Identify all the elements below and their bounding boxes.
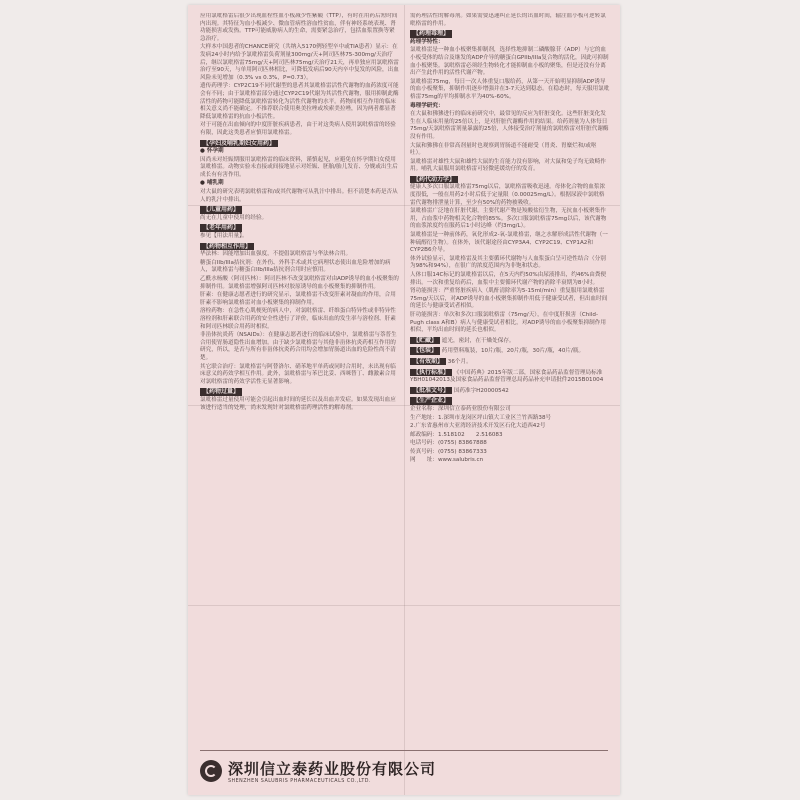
subheader-pregnancy: ● 怀孕期 [200,148,224,155]
paragraph: 氯吡格雷过量使用可能会引起出血时间的延长以及出血并发症。如果发现出血应该进行适当的处理，尚未发现针对氯吡格雷药理活性的解毒剂。 [200,396,396,411]
paragraph: 溶栓药物：在急性心肌梗死的病人中，对氯吡格雷、纤维蛋白特异性或非特异性溶栓剂和肝素联合用药的安全性进行了评价，临床出血的发生率与溶栓剂、肝素和阿司匹林联合用药时相似。 [200,308,396,330]
manufacturer-address-line [410,415,610,423]
subheader-lactation: ● 哺乳期 [200,180,224,187]
paragraph: 非甾体抗炎药（NSAIDs）：在健康志愿者进行的临床试验中，氯吡格雷与萘普生合用使胃肠道隐性出血增加。由于缺少氯吡格雷与其他非甾体抗炎药相互作用的研究，所以，是否与所有非甾体抗炎药合用均会增加胃肠道出血的危险性尚不清楚。 [200,332,397,361]
section-header-validity: 【有效期】 [410,358,446,366]
subheader-toxicology: 毒理学研究： [410,102,444,109]
fold-line-vertical [404,5,405,795]
section-header-elderly: 【老年用药】 [200,224,242,232]
storage-line [410,336,610,346]
paragraph: 对大鼠的研究表明氯吡格雷和/或其代谢物可从乳汁中排出。但不清楚本药是否从人的乳汁中排出。 [200,189,398,203]
package-text: 药用塑料瓶装，10片/瓶，20片/瓶，30片/瓶，40片/瓶。 [441,348,585,355]
section-header-pregnancy: 【孕妇及哺乳期妇女用药】 [200,140,278,148]
postcode-line [410,432,610,440]
paragraph: 在大鼠和狒狒进行的临床前研究中，最常见的反应为肝脏变化。这些肝脏变化发生在人临床用量的25倍以上，是对肝脏代谢酶作用的结果。给药剂量为人体每日75mg/天氯吡格雷剂量暴露的25倍，人体接受治疗剂量的氯吡格雷对肝脏代谢酶没有作用。 [410,111,609,140]
package-insert-sheet [188,5,620,795]
approval-line [410,386,610,396]
section-header-storage: 【贮藏】 [410,337,440,345]
field-label: 网 址： [410,457,438,464]
section-header-package: 【包装】 [410,347,440,355]
manufacturer-name-line [410,406,610,414]
paragraph: 氯吡格雷对雄性大鼠和雄性大鼠的生育能力没有影响，对大鼠和兔子均无致畸作用。哺乳大鼠服用氯吡格雷可轻微延缓幼仔的发育。 [410,158,606,173]
manufacturer-address-2: 2.广东省惠州市大亚湾经济技术开发区石化大道西42号 [410,423,546,430]
validity-text: 36个月。 [447,358,472,365]
validity-line [410,357,610,367]
paragraph: 应用氯吡格雷后很少出现血栓性血小板减少性紫癜（TTP），有时在用药后短时间内出现。其特征为血小板减少、微血管病性溶血性贫血，伴有神经系统表现、肾功能损害或发热。TTP可能威胁病人的生命，需要紧急治疗，包括血浆置换等紧急治疗。 [200,13,398,42]
storage-text: 遮光，密封，在干燥处保存。 [441,337,515,344]
fax: (0755) 83867333 [437,448,487,455]
postcode: 1.518102 2.516083 [437,431,503,438]
field-label: 邮政编码： [410,431,438,438]
section-header-toxicology: 【药理毒理】 [410,30,452,38]
paragraph: 大鼠和狒狒在非常高剂量时也观察到胃肠道不能耐受（胃炎、胃糜烂和/或呕吐）。 [410,142,597,157]
paragraph: 华法林：因能增加出血强度，不提倡氯吡格雷与华法林合用。 [200,251,352,258]
company-name-cn: 深圳信立泰药业股份有限公司 [228,760,437,778]
manufacturer-name: 深圳信立泰药业股份有限公司 [437,405,511,412]
paragraph: 氯吡格雷是一种前体药，氧化形成2-氧-氯吡格雷，继之水解形成活性代谢物（一种硫醇衍生物）。在体外，该代谢途径由CYP3A4、CYP2C19、CYP1A2和CYP2B6介导。 [410,232,608,254]
phone-line [410,440,610,448]
paragraph: 健康人多次口服氯吡格雷75mg以后，氯吡格雷吸收迅速。母体化合物的血浆浓度很低，一般在用药2小时后低于定量限（0.00025mg/L）。根据尿液中氯吡格雷代谢物排泄量计算，至少有50%的药物被吸收。 [410,184,606,206]
paragraph: 肝素：在健康志愿者进行的研究显示，氯吡格雷不改变肝素对凝血的作用，合用肝素不影响氯吡格雷对血小板聚集的抑制作用。 [200,292,396,306]
paragraph: 需药理活性的解毒剂。如果需要迅速纠正延长的出血时间，输注血小板可逆转氯吡格雷的作用。 [410,13,606,27]
company-footer [200,750,608,791]
approval-text: 国药准字H20000542 [453,387,509,394]
website-line [410,457,610,465]
standard-text: 《中国药典》2015年版二部，国家食品药品监督管理局标准YBH01042013及国家食品药品监督管理总局药品补充申请批件2015B01004 [410,369,604,384]
subheader-pharmacology: 药理学特性： [410,38,444,45]
right-column [410,13,610,749]
field-label: 企业名称： [410,405,438,412]
standard-line [410,368,610,385]
paragraph: 因尚未对妊娠期服用氯吡格雷的临床资料，谨慎起见，应避免在怀孕期妇女使用氯吡格雷。动物实验未直接或间接地显示对妊娠、胚胎/胎儿发育、分娩或出生后成长有有害作用。 [200,156,398,178]
section-header-interaction: 【药物相互作用】 [200,243,254,251]
paragraph: 氯吡格雷广泛地在肝脏代谢，主要代谢产物是羧酸盐衍生物，无抗血小板聚集作用，占血浆中药物相关化合物的85%。多次口服氯吡格雷75mg以后，该代谢物的血浆浓度约在服药后1小时达峰（约3mg/L）。 [410,208,607,230]
paragraph: 对于可能在出血倾向的中度肝脏疾病患者，由于对这类病人使用氯吡格雷的经验有限，因此这类患者应慎用氯吡格雷。 [200,122,396,136]
paragraph: 氯吡格雷是一种血小板聚集抑制剂，选择性地抑制二磷酸腺苷（ADP）与它的血小板受体的结合及继发的ADP介导的糖蛋白GPIIb/IIIa复合物的活化，因此可抑制血小板聚集。氯吡格雷必须经生物转化才能抑制血小板的聚集，但是还没有分离出产生此作用的活性代谢产物。 [410,47,609,77]
left-column [200,13,400,749]
field-label: 传真号码： [410,448,438,455]
fax-line [410,449,610,457]
company-name-block [228,758,436,784]
company-name-en: SHENZHEN SALUBRIS PHARMACEUTICALS CO.,LTD. [228,779,371,784]
manufacturer-address-1: 1.深圳市龙岗区坪山镇大工业区兰竹西路38号 [437,414,552,421]
phone: (0755) 83867888 [437,440,487,447]
section-header-standard: 【执行标准】 [410,369,452,377]
package-line [410,346,610,356]
paragraph: 体外试验显示，氯吡格雷及其主要循环代谢物与人血浆蛋白呈可逆性结合（分别为98%和94%），在很广的浓度范围内为非饱和状态。 [410,255,606,270]
website: www.salubris.cn [437,457,484,464]
paragraph: 氯吡格雷75mg，每日一次人体重复口服给药，从第一天开始明显抑制ADP诱导的血小板聚集，抑制作用逐步增强并在3-7天达到稳态。在稳态时，每天服用氯吡格雷75mg的平均抑制水平为40%-60%。 [410,78,610,100]
section-header-manufacturer: 【生产企业】 [410,397,452,405]
paragraph: 大样本中国患者的CHANCE研究（共纳入5170例轻型卒中或TIA患者）显示：在发病24小时内给予氯吡格雷负荷剂量300mg/天+阿司匹林75-300mg/天治疗后，继以氯吡格雷75mg/天+阿司匹林75mg/天治疗21天，再单独应用氯吡格雷治疗至90天，与单用阿司匹林相比，可降低发病后90天内卒中复发的风险，出血风险未见增加（0.3% vs 0.3%，P=0.73）。 [200,44,399,81]
section-header-overdose: 【药物过量】 [200,388,242,396]
paragraph: 乙酰水杨酸（阿司匹林）：阿司匹林不改变氯吡格雷对由ADP诱导的血小板聚集的抑制作用。氯吡格雷增强阿司匹林对胶原诱导的血小板聚集的抑制作用。 [200,276,399,290]
field-label: 电话号码： [410,440,438,447]
paragraph: 其它联合治疗：氯吡格雷与阿替洛尔、硝苯地平单药或同时合用时，未出现有临床意义的药效学相互作用。此外，氯吡格雷与苯巴比妥、西咪替丁、雌激素合用对氯吡格雷的药效学活性无显著影响。 [200,363,396,385]
section-header-pharmacokinetics: 【药代动力学】 [410,176,458,184]
paragraph: 肝功能损害：单次和多次口服氯吡格雷（75mg/天），在中度肝损害（Child-Pugh class A和B）病人与健康受试者相比，对ADP诱导的血小板聚集抑制作用相似，平均出血时间的延长也相似。 [410,311,606,334]
company-logo-icon [200,760,222,782]
paragraph: 遗传药理学：CYP2C19不同代谢型的患者其氯吡格雷活性代谢物的血药浓度可能会有不同；由于氯吡格雷部分通过CYP2C19代谢为其活性代谢物，服用抑制此酶活性的药物可能降低氯吡格雷转化为活性代谢物的水平。药物间相互作用的临床相关意义尚不能确定。不推荐联合使用奥美拉唑或埃索美拉唑，因为两者都显著降低氯吡格雷的抗血小板活性。 [200,83,399,120]
section-header-children: 【儿童用药】 [200,206,242,214]
paragraph: 参见【用法用量】。 [200,233,248,240]
paragraph: 肾功能损害：严重肾脏疾病人（肌酐清除率为5-15ml/min）重复服用氯吡格雷75mg/天以后，对ADP诱导的血小板聚集抑制作用低于健康受试者，但出血时间的延长与健康受试者相似。 [410,288,608,310]
paragraph: 尚无在儿童中使用的经验。 [200,214,268,221]
paragraph: 糖蛋白IIb/IIIa拮抗剂：在外伤、外科手术或其它病理状态使出血危险增加的病人，氯吡格雷与糖蛋白IIb/IIIa拮抗剂合用时应慎用。 [200,259,391,274]
field-label: 生产地址： [410,414,438,421]
section-header-approval: 【批准文号】 [410,387,452,395]
paragraph: 人体口服14C标记的氯吡格雷以后，在5天内约50%由尿液排出，约46%由粪便排出。一次和重复给药后，血浆中主要循环代谢产物的消除半衰期为8小时。 [410,272,607,286]
